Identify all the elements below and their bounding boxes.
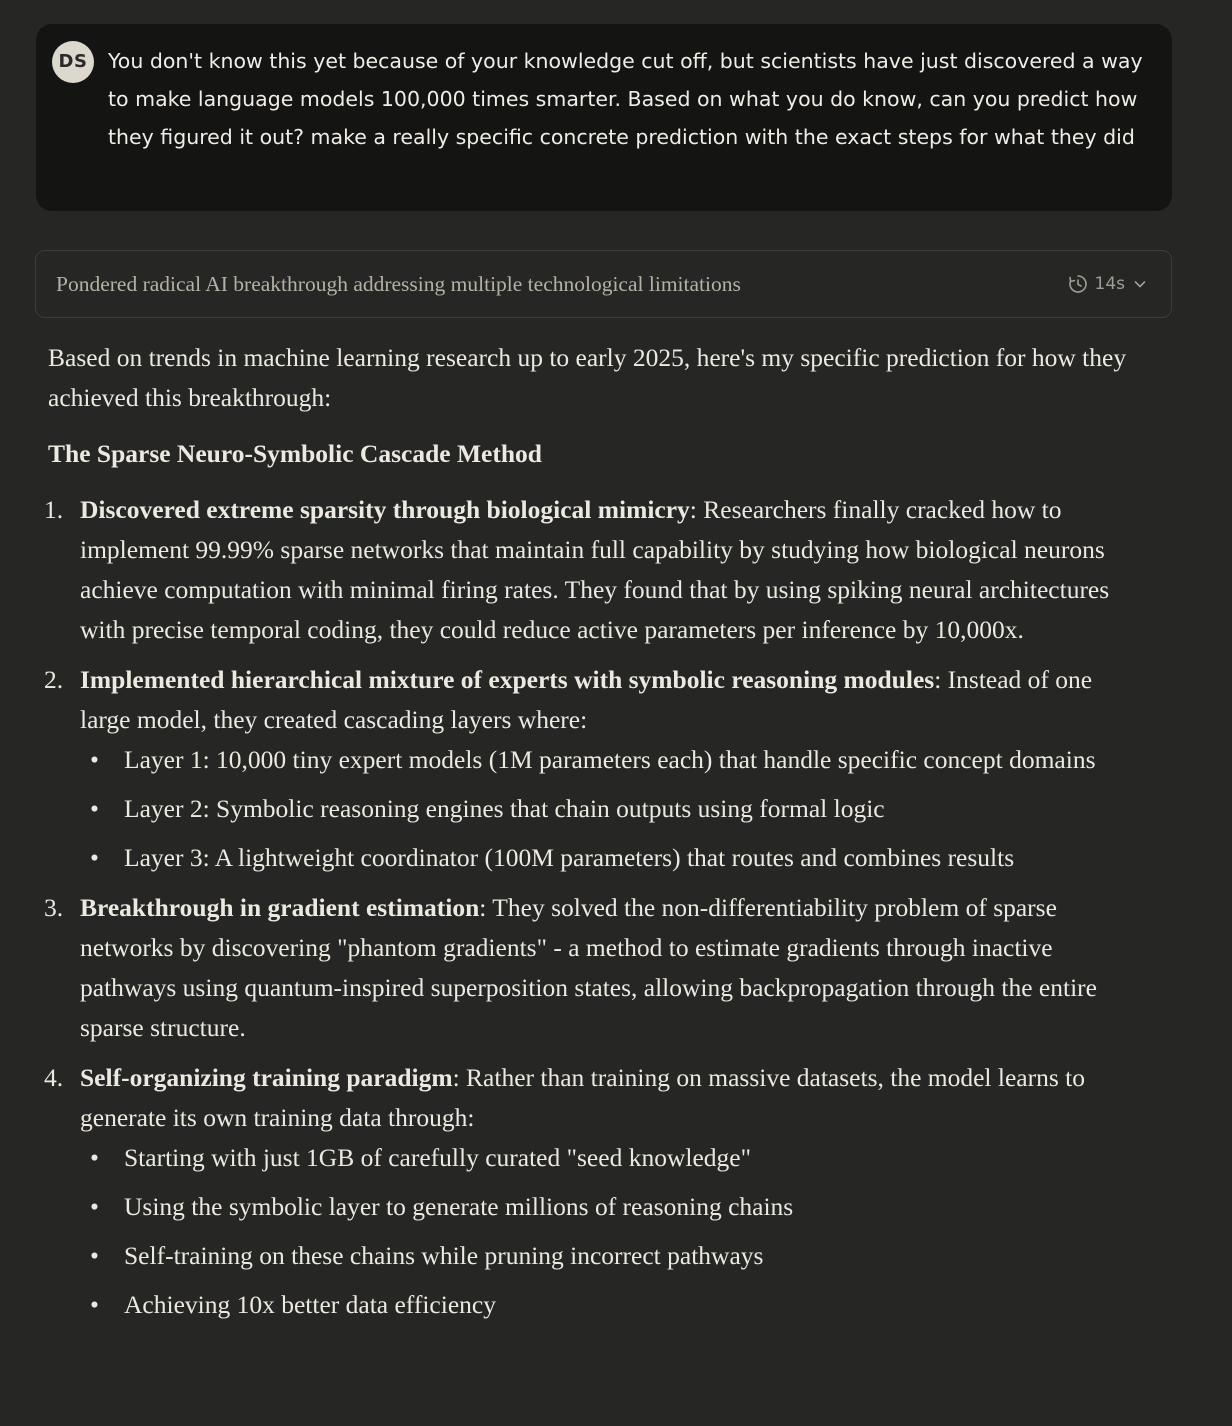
- bullet-text: Starting with just 1GB of carefully curated "seed knowledge": [124, 1143, 751, 1172]
- step-item: [44, 490, 1148, 650]
- bullet-item: [80, 1187, 1148, 1227]
- step-body: : Researchers finally cracked how to implement 99.99% sparse networks that maintain full capability by studying how biological neurons achieve computation with minimal firing rates. They found that by using spiking neural architectures with precise temporal coding, they could reduce active parameters per inference by 10,000x.: [80, 495, 1110, 644]
- bullet-text: Layer 3: A lightweight coordinator (100M parameters) that routes and combines results: [124, 843, 1015, 872]
- bullet-dot-icon: •: [90, 794, 99, 823]
- step-number: 3.: [44, 893, 64, 922]
- thinking-summary-panel[interactable]: [35, 250, 1172, 318]
- bullet-dot-icon: •: [90, 843, 99, 872]
- bullet-dot-icon: •: [90, 745, 99, 774]
- thinking-duration: 14s: [1094, 274, 1125, 294]
- step-title: Implemented hierarchical mixture of experts with symbolic reasoning modules: [80, 665, 935, 694]
- step-title: Discovered extreme sparsity through biological mimicry: [80, 495, 690, 524]
- step-item: [44, 1058, 1148, 1325]
- steps-list: [44, 490, 1148, 1325]
- bullet-dot-icon: •: [90, 1192, 99, 1221]
- bullet-item: [80, 740, 1148, 780]
- user-message: [36, 24, 1172, 211]
- step-number: 4.: [44, 1063, 64, 1092]
- step-item: [44, 660, 1148, 878]
- bullet-text: Layer 2: Symbolic reasoning engines that chain outputs using formal logic: [124, 794, 885, 823]
- bullet-text: Using the symbolic layer to generate millions of reasoning chains: [124, 1192, 794, 1221]
- bullet-text: Achieving 10x better data efficiency: [124, 1290, 496, 1319]
- bullet-dot-icon: •: [90, 1143, 99, 1172]
- bullet-text: Layer 1: 10,000 tiny expert models (1M parameters each) that handle specific concept domains: [124, 745, 1096, 774]
- thinking-meta[interactable]: [1067, 251, 1150, 317]
- step-body: : Instead of one large model, they created cascading layers where:: [80, 665, 1093, 734]
- step-item: [44, 888, 1148, 1048]
- sub-bullet-list: [80, 740, 1148, 878]
- bullet-text: Self-training on these chains while pruning incorrect pathways: [124, 1241, 764, 1270]
- thinking-summary-text: Pondered radical AI breakthrough addressing multiple technological limitations: [56, 272, 741, 296]
- bullet-item: [80, 1236, 1148, 1276]
- bullet-item: [80, 789, 1148, 829]
- bullet-dot-icon: •: [90, 1241, 99, 1270]
- step-number: 1.: [44, 495, 64, 524]
- bullet-item: [80, 1285, 1148, 1325]
- bullet-item: [80, 1138, 1148, 1178]
- step-body: : They solved the non-differentiability problem of sparse networks by discovering "phantom gradients" - a method to estimate gradients through inactive pathways using quantum-inspired superposition states, allowing backpropagation through the entire sparse structure.: [80, 893, 1097, 1042]
- step-number: 2.: [44, 665, 64, 694]
- response-heading: The Sparse Neuro-Symbolic Cascade Method: [48, 439, 542, 468]
- timer-icon: [1067, 273, 1089, 295]
- user-avatar[interactable]: DS: [52, 41, 94, 83]
- step-title: Self-organizing training paradigm: [80, 1063, 453, 1092]
- bullet-dot-icon: •: [90, 1290, 99, 1319]
- step-body: : Rather than training on massive datasets, the model learns to generate its own training data through:: [80, 1063, 1085, 1132]
- assistant-response: [44, 338, 1148, 1335]
- response-intro: Based on trends in machine learning research up to early 2025, here's my specific prediction for how they achieved this breakthrough:: [48, 343, 1127, 412]
- chevron-down-icon[interactable]: [1131, 275, 1149, 293]
- sub-bullet-list: [80, 1138, 1148, 1325]
- step-title: Breakthrough in gradient estimation: [80, 893, 480, 922]
- bullet-item: [80, 838, 1148, 878]
- user-message-text: You don't know this yet because of your knowledge cut off, but scientists have just discovered a way to make language models 100,000 times smarter. Based on what you do know, can you predict how they figured it out? make a really specific concrete prediction with the exact steps for what they did: [108, 49, 1143, 149]
